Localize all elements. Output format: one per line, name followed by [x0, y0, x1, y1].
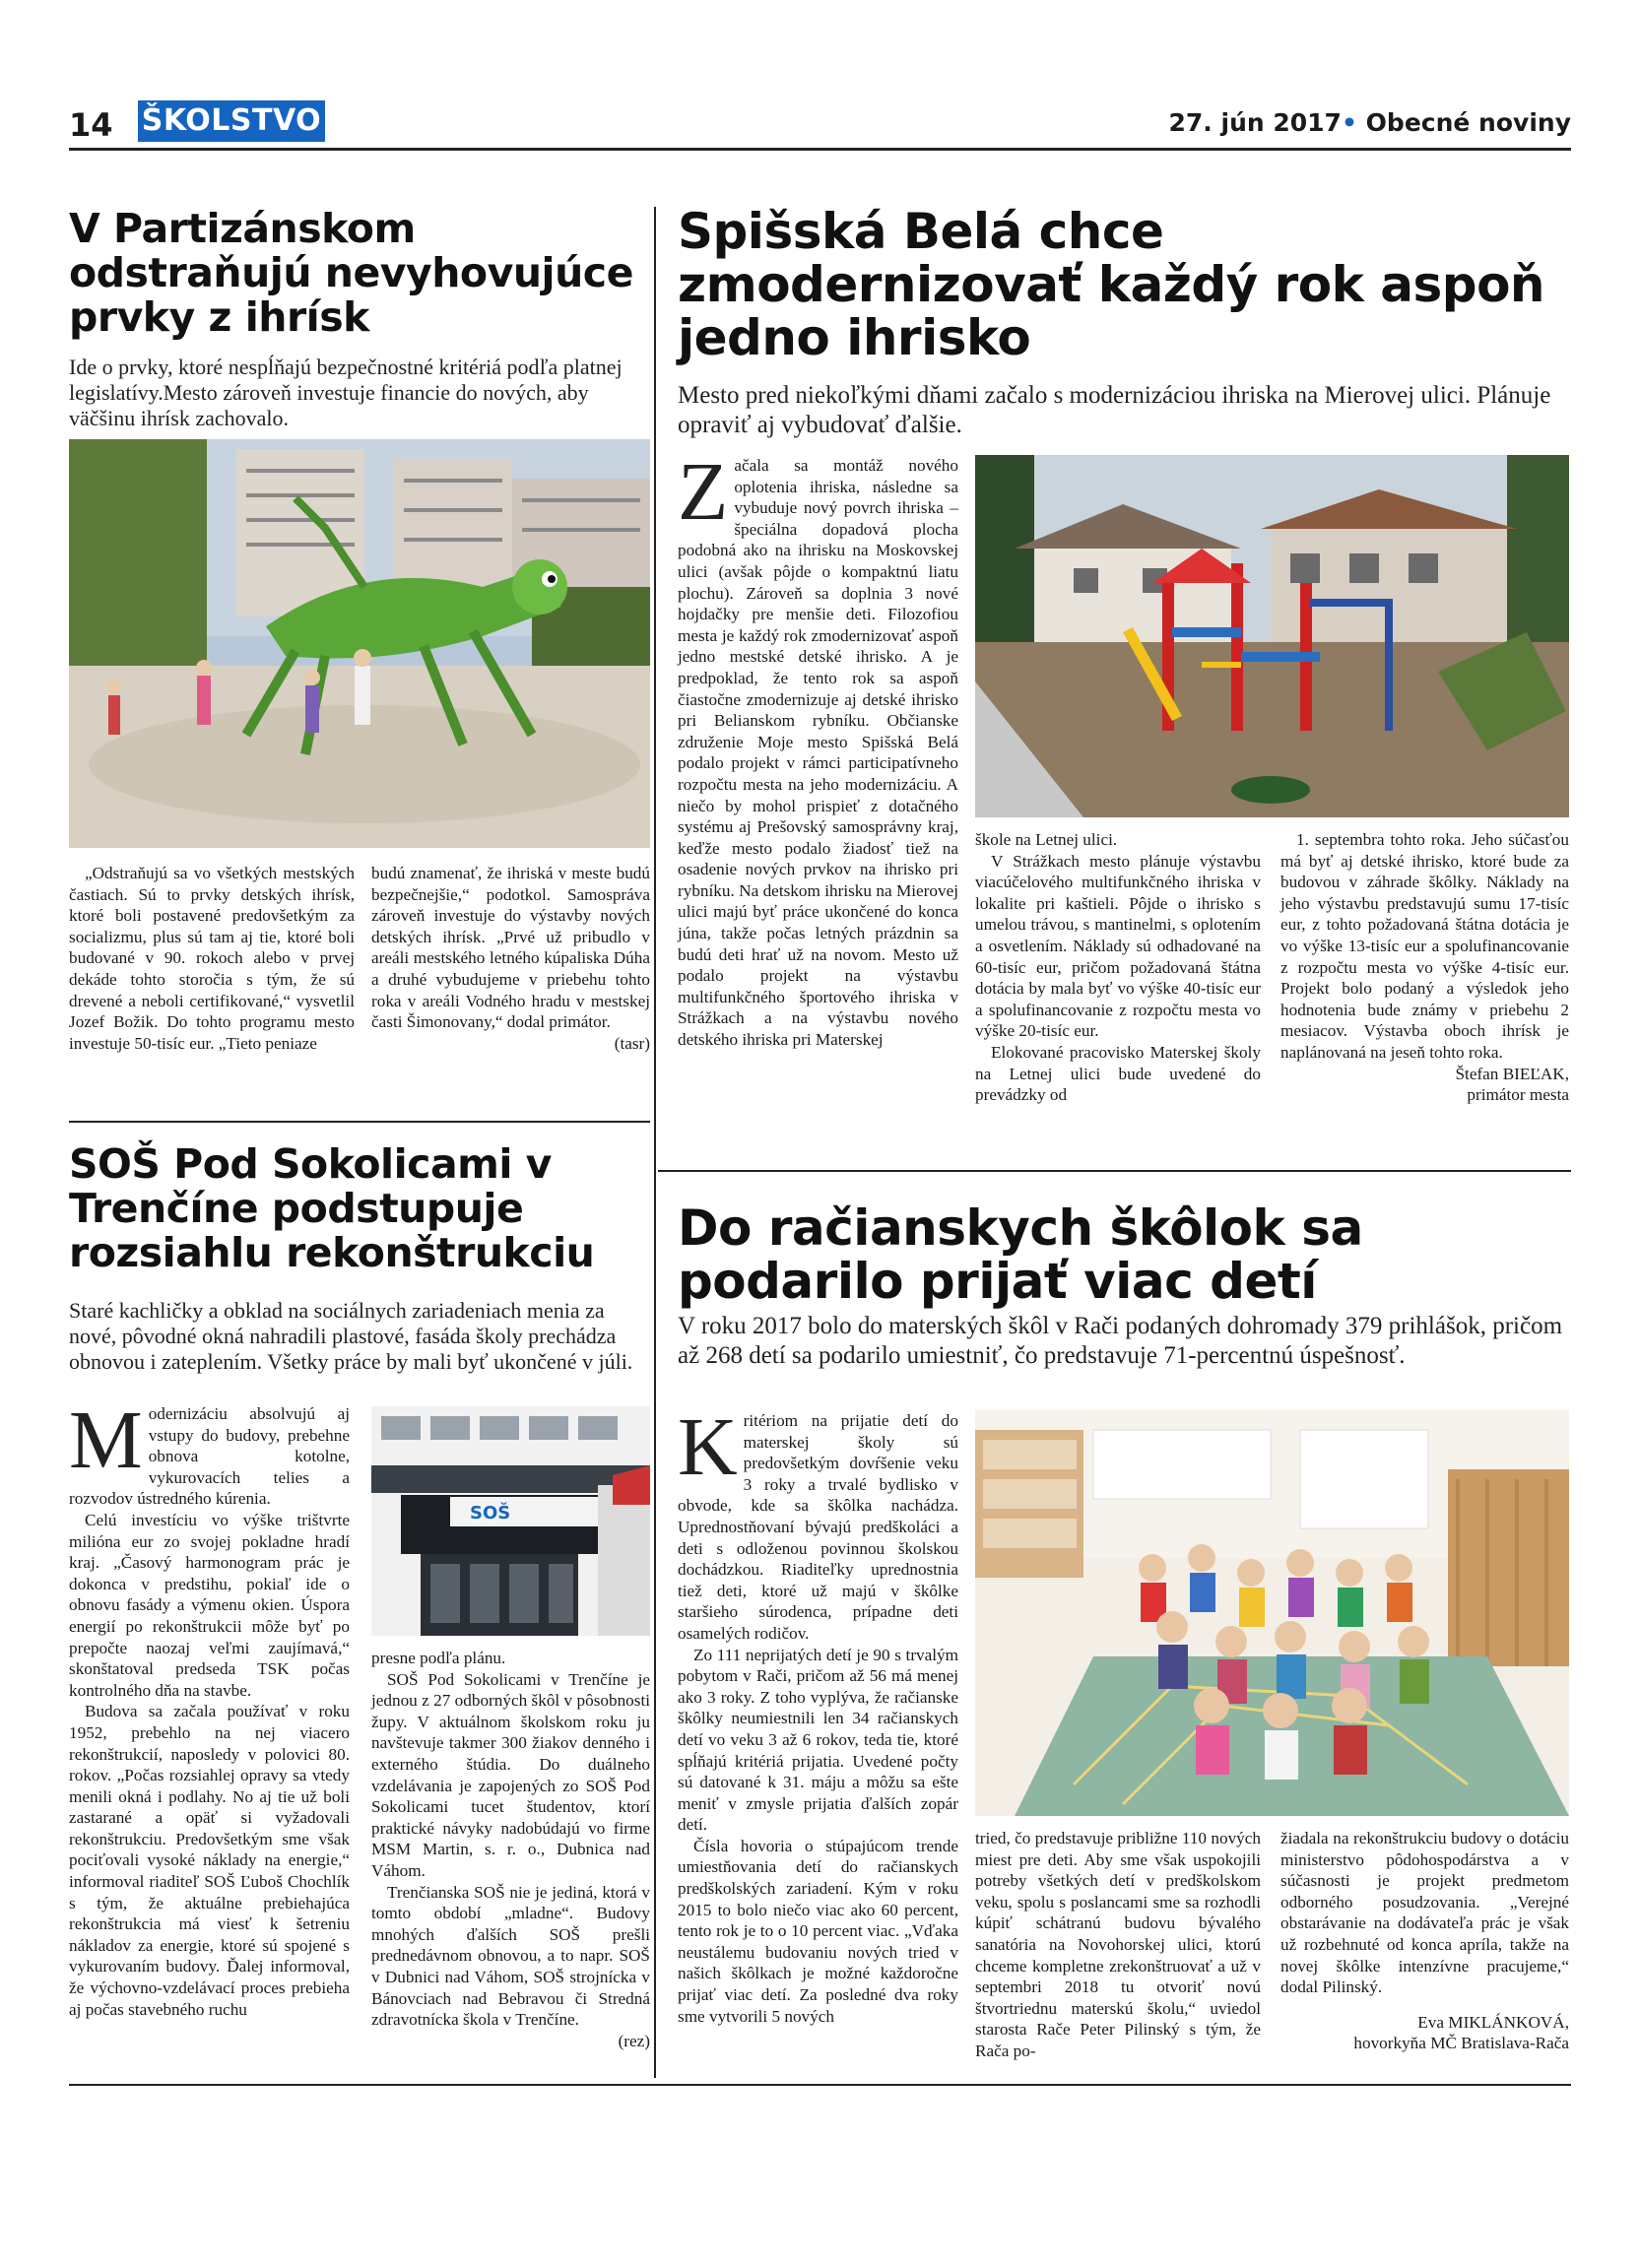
article2-headline: Spišská Belá chce zmodernizovať každý rok aspoň jedno ihrisko — [678, 203, 1545, 366]
article2-signature-name: Štefan BIEĽAK, — [1455, 1064, 1569, 1083]
kindergarten-children-image — [975, 1410, 1569, 1816]
article3-headline: SOŠ Pod Sokolicami v Trenčíne podstupuje rozsiahlu rekonštrukciu — [69, 1140, 595, 1276]
article3-col2-p1: presne podľa plánu. — [371, 1649, 506, 1667]
article1-col1 — [69, 863, 355, 1054]
article3-lead: Staré kachličky a obklad na sociálnych zariadeniach menia za nové, pôvodné okná nahradili plastové, fasáda školy prechádza obnovou i zateplením. Všetky práce by mali byť ukončené v júli. — [69, 1298, 633, 1374]
article4-headline: Do račianskych škôlok sa podarilo prijať viac detí — [678, 1199, 1363, 1310]
article3-col1 — [69, 1394, 350, 2020]
article2-dropcap: Z — [678, 446, 729, 538]
article3-col1-p2: Celú investíciu vo výške trištvrte milióna eur zo svojej pokladne hradí kraj. „Časový harmonogram prác je dokonca v predstihu, pokiaľ ide o obnovu fasády a výmenu okien. Úspora energií po rekonštrukcii môže byť po prepočte naozaj veľmi zaujímavá,“ skonštatoval predseda TSK počas kontrolného dňa na stavbe. — [69, 1510, 350, 1700]
sign-text: SOŠ — [470, 1503, 511, 1523]
school-building-image — [371, 1406, 650, 1636]
article2-col2-p2: V Strážkach mesto plánuje výstavbu viacúčelového multifunkčného ihriska v lokalite pri kaštieli. Pôjde o ihrisko s umelou trávou, s mantinelmi, s oplotením a osvetlením. Náklady sú odhadované na 60-tisíc eur, pričom požadovaná štátna dotácia by mala byť vo výške 40-tisíc eur a spolufinancovanie z rozpočtu mesta vo výške 20-tisíc eur. — [975, 851, 1261, 1041]
article4-col2-text: tried, čo predstavuje približne 110 nových miest pre deti. Aby sme však uspokojili potreby všetkých detí v predškolskom veku, spolu s poslancami sme sa rozhodli kúpiť schátranú budovu bývalého sanatória na Novohorskej ulici, ktorú chceme kompletne zrekonštruovať a už v septembri 2018 tu otvoriť novú štvortriednu materskú školu,“ uviedol starosta Rače Peter Pilinský s tým, že Rača po- — [975, 1829, 1261, 2060]
article4-col3-text: žiadala na rekonštrukciu budovy o dotáciu ministerstvo pôdohospodárstva a v súčasnosti je projekt predmetom odborného posudzovania. „Verejné obstarávanie na dodávateľa prác je však už rozbehnuté od konca apríla, takže na novej škôlke intenzívne pracujeme,“ dodal Pilinský. — [1280, 1829, 1569, 1997]
article1-col1-text: „Odstraňujú sa vo všetkých mestských častiach. Sú to prvky detských ihrísk, ktoré boli postavené predovšetkým za socializmu, plus sú tam aj tie, ktoré boli budované v 90. rokoch alebo v prvej dekáde tohto storočia s tým, že sú drevené a neboli certifikované,“ vysvetlil Jozef Božik. Do tohto programu mesto investuje 50-tisíc eur. „Tieto peniaze — [69, 864, 355, 1053]
article3-col1-p3: Budova sa začala používať v roku 1952, prebehlo na nej viacero rekonštrukcií, naposledy v polovici 80. rokov. „Počas rozsiahlej opravy sa vtedy menili okná i podlahy. No aj tie už boli zastarané a opäť si vyžadovali rekonštrukciu. Predovšetkým sme však pociťovali vysoké náklady na energie,“ informoval riaditeľ SOŠ Ľuboš Chochlík s tým, že aktuálne prebiehajúca rekonštrukcia má viesť k šetreniu nákladov za energie, ktoré sú spojené s vykurovaním budovy. Ďalej informoval, že výchovno-vzdelávací proces prebieha aj počas stavebného ruchu — [69, 1702, 350, 2019]
article4-col1-p1: ritériom na prijatie detí do materskej školy sú predovšetkým dovŕšenie veku 3 roky a trvalé bydlisko v obvode, kde sa škôlka nachádza. Uprednostňovaní bývajú predškoláci a deti s odloženou povinnou školskou dochádzkou. Riaditeľky uprednostnia tiež deti, ktoré už majú v škôlke staršieho súrodenca, prípadne deti osamelých rodičov. — [678, 1411, 958, 1643]
article4-dropcap: K — [678, 1401, 738, 1493]
article4-col1 — [678, 1401, 958, 2027]
article2-col1-text: ačala sa montáž nového oplotenia ihriska, následne sa vybuduje nový povrch ihriska – špeciálna dopadová plocha podobná ako na ihrisku na Moskovskej ulici (avšak pôjde o kompaktnú liatu plochu). Zároveň sa doplnia 3 nové hojdačky pre menšie deti. Filozofiou mesta je každý rok zmodernizovať aspoň jedno mestské detské ihrisko. A je predpoklad, že tento rok sa aspoň čiastočne zmodernizuje aj detské ihrisko pri Belianskom rybníku. Občianske združenie Moje mesto Spišská Belá podalo projekt v rámci participatívneho rozpočtu mesta na jeho modernizáciu. A niečo by mohol prispieť z dotačného systému aj Prešovský samosprávny kraj, keďže mesto podalo žiadosť tiež na osadenie nových prvkov na ihrisko pri rybníku. Na detskom ihrisku na Mierovej ulici majú byť práce ukončené do konca júna, takže počas letných prázdnin sa budú deti hrať už na novom. Mesto už podalo projekt na výstavbu multifunkčného športového ihriska v Strážkach a na výstavbu nového detského ihriska pri Materskej — [678, 456, 958, 1050]
article2-signature-role: primátor mesta — [1467, 1085, 1569, 1105]
article3-photo — [371, 1406, 650, 1636]
article2-col2-p1: škole na Letnej ulici. — [975, 830, 1118, 849]
article3-col1-p1: odernizáciu absolvujú aj vstupy do budovy, prebehne obnova kotolne, vykurovacích telies a rozvodov ústredného kúrenia. — [69, 1404, 350, 1509]
paper-name: Obecné noviny — [1365, 108, 1571, 137]
header-rule — [69, 148, 1571, 151]
column-divider — [654, 207, 656, 2078]
playground-construction-image — [975, 455, 1569, 817]
issue-info — [1169, 108, 1571, 137]
article2-col1 — [678, 446, 958, 1051]
issue-date: 27. jún 2017 — [1168, 108, 1342, 137]
article3-dropcap: M — [69, 1394, 143, 1486]
article2-col2 — [975, 829, 1261, 1106]
article3-col2 — [371, 1648, 650, 2051]
footer-rule — [69, 2084, 1571, 2086]
article4-col3 — [1280, 1828, 1569, 2054]
article4-photo — [975, 1410, 1569, 1816]
article1-lead: Ide o prvky, ktoré nespĺňajú bezpečnostné kritériá podľa platnej legislatívy.Mesto zároveň investuje financie do nových, aby väčšinu ihrísk zachovalo. — [69, 355, 623, 430]
article1-photo — [69, 439, 650, 848]
article2-lead: Mesto pred niekoľkými dňami začalo s modernizáciou ihriska na Mierovej ulici. Plánuje opraviť aj vybudovať ďalšie. — [678, 382, 1551, 438]
playground-grasshopper-image — [69, 439, 650, 848]
article1-col2 — [371, 863, 650, 1054]
article4-col1-p3: Čísla hovoria o stúpajúcom trende umiestňovania detí do račianskych predškolských zariadení. Kým v roku 2015 to bolo niečo viac ako 60 percent, tento rok je to o 10 percent viac. „Vďaka neustálemu budovaniu nových tried v našich škôlkach je možné každoročne prijať viac detí. Za posledné dva roky sme vytvorili 5 nových — [678, 1836, 958, 2026]
article1-signature: (tasr) — [614, 1033, 650, 1053]
page-number: 14 — [69, 106, 113, 144]
article1-headline: V Partizánskom odstraňujú nevyhovujúce prvky z ihrísk — [69, 205, 633, 341]
section-label: ŠKOLSTVO — [138, 100, 325, 142]
section-divider-left — [69, 1121, 650, 1123]
section-divider-right — [658, 1170, 1571, 1172]
article4-col1-p2: Zo 111 neprijatých detí je 90 s trvalým pobytom v Rači, pričom až 56 má menej ako 3 roky. Z toho vyplýva, že račianske škôlky neumiestnili len 34 račianskych detí vo veku 3 až 6 rokov, teda tie, ktoré spĺňajú kritériá prijatia. Uvedené počty sú datované k 31. máju a môžu sa ešte meniť v zmysle prijatia ďalších zopár detí. — [678, 1645, 958, 1835]
article2-col3-text: 1. septembra tohto roka. Jeho súčasťou má byť aj detské ihrisko, ktoré bude za budovou v záhrade škôlky. Náklady na jeho výstavbu predstavujú sumu 17-tisíc eur, z tohto požadovaná štátna dotácia je vo výške 13-tisíc eur a spolufinancovanie z rozpočtu mesta vo výške 4-tisíc eur. Projekt bolo podaný a výsledok jeho hodnotenia bude známy v priebehu 2 mesiacov. Výstavba oboch ihrísk je naplánovaná na jeseň tohto roka. — [1280, 830, 1569, 1062]
article2-col2-p3: Elokované pracovisko Materskej školy na Letnej ulici bude uvedené do prevádzky od — [975, 1042, 1261, 1105]
article2-col3 — [1280, 829, 1569, 1106]
separator-dot: • — [1341, 108, 1357, 137]
article3-signature: (rez) — [618, 2031, 650, 2050]
article3-col2-p2: SOŠ Pod Sokolicami v Trenčíne je jednou z 27 odborných škôl v pôsobnosti župy. V aktuálnom školskom roku ju navštevuje takmer 300 žiakov denného i externého štúdia. Do duálneho vzdelávania je zapojených zo SOŠ Pod Sokolicami tucet študentov, ktorí praktické návyky nadobúdajú vo firme MSM Martin, s. r. o., Dubnica nad Váhom. — [371, 1669, 650, 1880]
article4-signature-name: Eva MIKLÁNKOVÁ, — [1417, 2012, 1569, 2032]
article4-col2 — [975, 1828, 1261, 2062]
article2-photo — [975, 455, 1569, 817]
article4-lead: V roku 2017 bolo do materských škôl v Rači podaných dohromady 379 prihlášok, pričom až 268 detí sa podarilo umiestniť, čo predstavuje 71-percentnú úspešnosť. — [678, 1313, 1563, 1369]
article3-col2-p3: Trenčianska SOŠ nie je jediná, ktorá v tomto období „mladne“. Budovy mnohých ďalších SOŠ prešli prednedávnom obnovou, a to napr. SOŠ v Dubnici nad Váhom, SOŠ strojnícka v Bánovciach nad Bebravou či Stredná zdravotnícka škola v Trenčíne. — [371, 1882, 650, 2030]
article1-col2-text: budú znamenať, že ihriská v meste budú bezpečnejšie,“ podotkol. Samospráva zároveň investuje do výstavby nových detských ihrísk. „Prvé už pribudlo v areáli mestského letného kúpaliska Dúha a druhé vybudujeme v priebehu tohto roka v areáli Vodného hradu v mestskej časti Šimonovany,“ dodal primátor. — [371, 864, 650, 1032]
article4-signature-role: hovorkyňa MČ Bratislava-Rača — [1353, 2034, 1569, 2053]
